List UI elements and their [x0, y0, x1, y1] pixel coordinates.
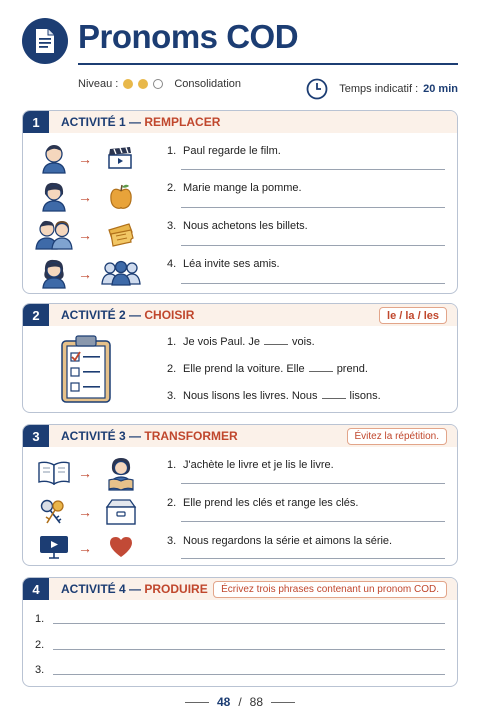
exercise-item: 3. Nous regardons la série et aimons la série.	[167, 535, 393, 547]
answer-line[interactable]	[181, 483, 445, 484]
answer-line[interactable]	[181, 521, 445, 522]
level-dot-filled	[123, 79, 133, 89]
person-reading-icon	[103, 455, 139, 491]
exercise-item: 1. Paul regarde le film.	[167, 145, 281, 157]
arrow-icon: →	[78, 151, 92, 167]
activity-title: ACTIVITÉ 4 — PRODUIRE	[61, 582, 208, 596]
answer-line[interactable]	[181, 558, 445, 559]
level-indicator	[78, 78, 241, 90]
girl-icon	[39, 180, 69, 212]
page-separator: /	[238, 695, 242, 709]
keys-icon	[38, 497, 68, 527]
total-pages: 88	[249, 695, 264, 709]
worksheet-icon	[22, 18, 68, 64]
clapperboard-icon	[107, 146, 133, 170]
writing-line-number: 2.	[35, 639, 45, 651]
instruction-hint: Écrivez trois phrases contenant un pronom COD.	[213, 581, 447, 598]
time-value: 20 min	[423, 83, 458, 95]
exercise-item: 4. Léa invite ses amis.	[167, 258, 280, 270]
storage-box-icon	[105, 498, 137, 526]
level-dot-empty	[153, 79, 163, 89]
page-title: Pronoms COD	[78, 18, 299, 55]
time-label: Temps indicatif :	[339, 83, 419, 95]
two-people-icon	[34, 218, 74, 250]
answer-line[interactable]	[181, 283, 445, 284]
exercise-item: 2. Marie mange la pomme.	[167, 182, 302, 194]
fill-blank[interactable]	[309, 371, 333, 372]
arrow-icon: →	[78, 504, 92, 520]
activity-number: 3	[23, 425, 49, 447]
fill-blank[interactable]	[264, 344, 288, 345]
activity-title: ACTIVITÉ 1 — REMPLACER	[61, 115, 221, 129]
tv-icon	[39, 535, 69, 559]
activity-3-card	[22, 424, 458, 566]
writing-line[interactable]	[53, 623, 445, 624]
writing-line-number: 3.	[35, 664, 45, 676]
level-dot-filled	[138, 79, 148, 89]
answer-line[interactable]	[181, 207, 445, 208]
arrow-icon: →	[78, 266, 92, 282]
pronoun-hint-badge: le / la / les	[379, 307, 447, 324]
footer-divider	[271, 702, 295, 703]
activity-1-card	[22, 110, 458, 294]
activity-4-card	[22, 577, 458, 687]
writing-line[interactable]	[53, 674, 445, 675]
arrow-icon: →	[78, 227, 92, 243]
exercise-item: 3. Nous lisons les livres. Nous lisons.	[167, 390, 381, 402]
activity-number: 2	[23, 304, 49, 326]
activity-2-card	[22, 303, 458, 413]
arrow-icon: →	[78, 540, 92, 556]
checklist-clipboard-icon	[59, 333, 113, 405]
exercise-item: 1. J'achète le livre et je lis le livre.	[167, 459, 334, 471]
page-footer	[0, 695, 480, 709]
title-divider	[78, 63, 458, 65]
fill-blank[interactable]	[322, 398, 346, 399]
clock-icon	[306, 78, 328, 100]
exercise-item: 2. Elle prend la voiture. Elle prend.	[167, 363, 368, 375]
tickets-icon	[105, 222, 137, 248]
activity-1-header	[23, 111, 457, 133]
exercise-item: 3. Nous achetons les billets.	[167, 220, 308, 232]
girl-icon	[39, 257, 69, 289]
answer-line[interactable]	[181, 169, 445, 170]
activity-number: 4	[23, 578, 49, 600]
writing-line[interactable]	[53, 649, 445, 650]
activity-title: ACTIVITÉ 2 — CHOISIR	[61, 308, 195, 322]
group-icon	[101, 260, 141, 286]
activity-number: 1	[23, 111, 49, 133]
current-page: 48	[216, 695, 231, 709]
arrow-icon: →	[78, 465, 92, 481]
activity-4-header	[23, 578, 457, 600]
activity-title: ACTIVITÉ 3 — TRANSFORMER	[61, 429, 238, 443]
heart-icon	[108, 535, 134, 559]
apple-icon	[108, 182, 134, 210]
activity-3-header	[23, 425, 457, 447]
exercise-item: 2. Elle prend les clés et range les clés.	[167, 497, 359, 509]
open-book-icon	[37, 461, 71, 485]
footer-divider	[185, 702, 209, 703]
writing-line-number: 1.	[35, 613, 45, 625]
level-label: Niveau :	[78, 78, 119, 90]
arrow-icon: →	[78, 189, 92, 205]
level-text: Consolidation	[174, 78, 242, 90]
time-indicator	[306, 78, 458, 100]
answer-line[interactable]	[181, 245, 445, 246]
exercise-item: 1. Je vois Paul. Je vois.	[167, 336, 315, 348]
instruction-hint: Évitez la répétition.	[347, 428, 448, 445]
boy-icon	[39, 142, 69, 174]
activity-2-header	[23, 304, 457, 326]
